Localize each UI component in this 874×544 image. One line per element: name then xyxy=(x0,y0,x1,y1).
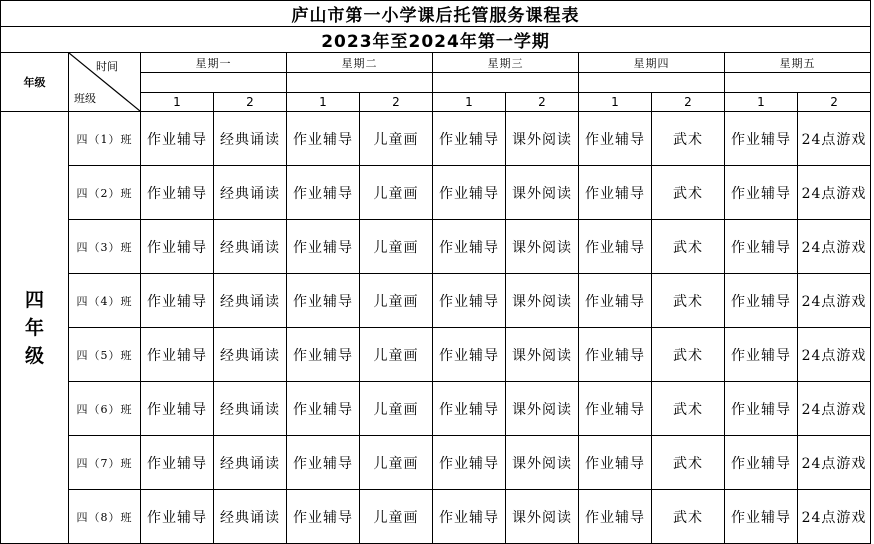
day-header: 星期二 xyxy=(287,53,433,73)
day-header: 星期三 xyxy=(433,53,579,73)
course-cell: 儿童画 xyxy=(360,490,433,544)
day-blank xyxy=(579,73,725,93)
course-cell: 儿童画 xyxy=(360,436,433,490)
course-cell: 作业辅导 xyxy=(141,166,214,220)
period-number: 1 xyxy=(725,93,798,112)
course-cell: 作业辅导 xyxy=(141,112,214,166)
page-title: 庐山市第一小学课后托管服务课程表 xyxy=(1,1,871,27)
course-cell: 作业辅导 xyxy=(579,490,652,544)
period-number: 1 xyxy=(141,93,214,112)
course-cell: 经典诵读 xyxy=(214,166,287,220)
course-cell: 作业辅导 xyxy=(725,328,798,382)
course-cell: 经典诵读 xyxy=(214,220,287,274)
course-cell: 课外阅读 xyxy=(506,112,579,166)
course-cell: 作业辅导 xyxy=(579,274,652,328)
course-cell: 作业辅导 xyxy=(579,112,652,166)
course-cell: 儿童画 xyxy=(360,166,433,220)
course-cell: 儿童画 xyxy=(360,274,433,328)
course-cell: 作业辅导 xyxy=(579,382,652,436)
course-cell: 作业辅导 xyxy=(433,220,506,274)
table-row xyxy=(1,436,871,490)
course-cell: 24点游戏 xyxy=(798,436,871,490)
course-cell: 作业辅导 xyxy=(141,220,214,274)
course-cell: 作业辅导 xyxy=(579,328,652,382)
table-row xyxy=(1,166,871,220)
course-cell: 课外阅读 xyxy=(506,382,579,436)
period-number: 1 xyxy=(287,93,360,112)
period-number: 1 xyxy=(579,93,652,112)
course-cell: 24点游戏 xyxy=(798,328,871,382)
course-cell: 作业辅导 xyxy=(725,382,798,436)
class-name-cell: 四（8）班 xyxy=(69,490,141,544)
course-cell: 经典诵读 xyxy=(214,328,287,382)
course-cell: 经典诵读 xyxy=(214,274,287,328)
grade-header: 年级 xyxy=(1,53,69,112)
course-cell: 儿童画 xyxy=(360,382,433,436)
table-row xyxy=(1,328,871,382)
time-class-header xyxy=(69,53,141,112)
course-cell: 武术 xyxy=(652,166,725,220)
course-cell: 武术 xyxy=(652,220,725,274)
time-label: 时间 xyxy=(96,60,118,73)
course-cell: 24点游戏 xyxy=(798,382,871,436)
day-blank xyxy=(287,73,433,93)
course-cell: 课外阅读 xyxy=(506,220,579,274)
period-number: 2 xyxy=(798,93,871,112)
course-cell: 作业辅导 xyxy=(433,436,506,490)
day-header: 星期五 xyxy=(725,53,871,73)
course-cell: 作业辅导 xyxy=(725,274,798,328)
table-row xyxy=(1,490,871,544)
course-cell: 经典诵读 xyxy=(214,490,287,544)
class-name-cell: 四（4）班 xyxy=(69,274,141,328)
day-header: 星期一 xyxy=(141,53,287,73)
table-row xyxy=(1,112,871,166)
course-cell: 儿童画 xyxy=(360,220,433,274)
course-cell: 作业辅导 xyxy=(433,274,506,328)
course-cell: 作业辅导 xyxy=(725,220,798,274)
course-cell: 作业辅导 xyxy=(287,490,360,544)
course-cell: 课外阅读 xyxy=(506,166,579,220)
class-name-cell: 四（3）班 xyxy=(69,220,141,274)
class-label: 班级 xyxy=(74,92,96,105)
table-row xyxy=(1,220,871,274)
course-cell: 武术 xyxy=(652,490,725,544)
day-header: 星期四 xyxy=(579,53,725,73)
class-name-cell: 四（6）班 xyxy=(69,382,141,436)
course-cell: 课外阅读 xyxy=(506,490,579,544)
course-cell: 24点游戏 xyxy=(798,274,871,328)
course-cell: 武术 xyxy=(652,328,725,382)
course-cell: 武术 xyxy=(652,382,725,436)
course-cell: 作业辅导 xyxy=(433,112,506,166)
course-cell: 儿童画 xyxy=(360,112,433,166)
course-cell: 作业辅导 xyxy=(287,112,360,166)
course-cell: 作业辅导 xyxy=(141,436,214,490)
period-number: 2 xyxy=(652,93,725,112)
course-cell: 作业辅导 xyxy=(141,382,214,436)
course-cell: 作业辅导 xyxy=(433,328,506,382)
course-cell: 作业辅导 xyxy=(287,436,360,490)
period-number: 2 xyxy=(360,93,433,112)
course-cell: 武术 xyxy=(652,436,725,490)
course-cell: 作业辅导 xyxy=(579,166,652,220)
course-cell: 作业辅导 xyxy=(141,274,214,328)
day-blank xyxy=(725,73,871,93)
course-cell: 课外阅读 xyxy=(506,328,579,382)
course-cell: 作业辅导 xyxy=(433,382,506,436)
day-blank xyxy=(433,73,579,93)
course-cell: 作业辅导 xyxy=(287,382,360,436)
course-cell: 课外阅读 xyxy=(506,436,579,490)
course-cell: 作业辅导 xyxy=(725,166,798,220)
class-name-cell: 四（1）班 xyxy=(69,112,141,166)
period-number: 2 xyxy=(506,93,579,112)
page-subtitle: 2023年至2024年第一学期 xyxy=(1,27,871,53)
course-cell: 经典诵读 xyxy=(214,382,287,436)
course-cell: 作业辅导 xyxy=(287,220,360,274)
course-cell: 作业辅导 xyxy=(433,166,506,220)
grade-cell: 四 年 级 xyxy=(1,112,69,544)
class-name-cell: 四（5）班 xyxy=(69,328,141,382)
class-name-cell: 四（2）班 xyxy=(69,166,141,220)
course-cell: 武术 xyxy=(652,112,725,166)
course-cell: 作业辅导 xyxy=(725,112,798,166)
course-cell: 作业辅导 xyxy=(725,490,798,544)
course-cell: 作业辅导 xyxy=(287,328,360,382)
period-number: 2 xyxy=(214,93,287,112)
course-cell: 儿童画 xyxy=(360,328,433,382)
table-row xyxy=(1,274,871,328)
course-cell: 武术 xyxy=(652,274,725,328)
course-cell: 作业辅导 xyxy=(579,220,652,274)
course-cell: 作业辅导 xyxy=(579,436,652,490)
course-cell: 经典诵读 xyxy=(214,112,287,166)
course-cell: 作业辅导 xyxy=(433,490,506,544)
course-cell: 24点游戏 xyxy=(798,490,871,544)
course-cell: 作业辅导 xyxy=(725,436,798,490)
table-row xyxy=(1,382,871,436)
course-cell: 24点游戏 xyxy=(798,220,871,274)
course-cell: 24点游戏 xyxy=(798,112,871,166)
course-cell: 作业辅导 xyxy=(141,328,214,382)
course-cell: 24点游戏 xyxy=(798,166,871,220)
period-number: 1 xyxy=(433,93,506,112)
course-cell: 作业辅导 xyxy=(287,274,360,328)
course-cell: 经典诵读 xyxy=(214,436,287,490)
course-cell: 作业辅导 xyxy=(287,166,360,220)
class-name-cell: 四（7）班 xyxy=(69,436,141,490)
course-cell: 课外阅读 xyxy=(506,274,579,328)
day-blank xyxy=(141,73,287,93)
course-cell: 作业辅导 xyxy=(141,490,214,544)
